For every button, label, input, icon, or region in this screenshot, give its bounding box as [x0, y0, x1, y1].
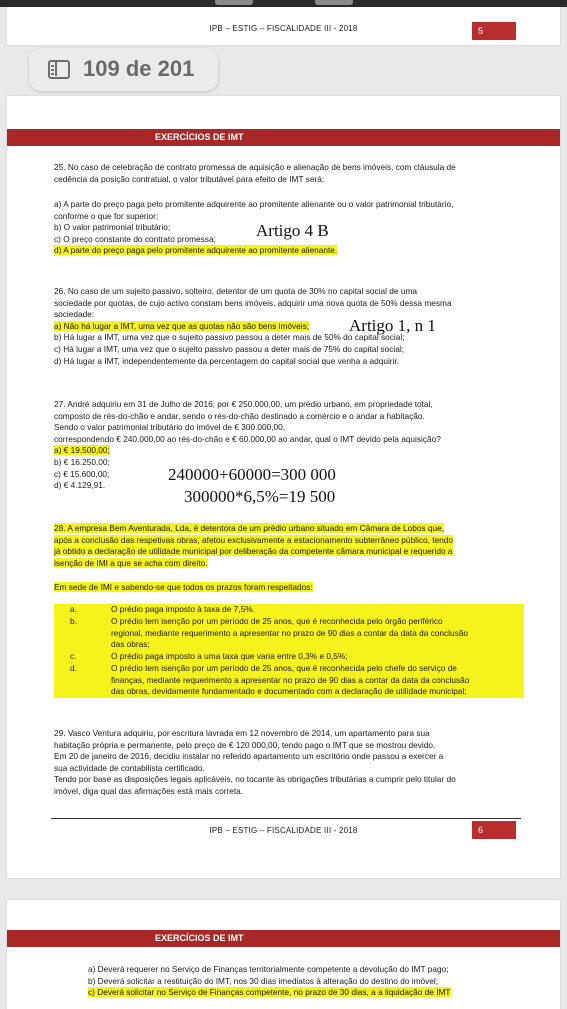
- page-footer-text: IPB – ESTIG – FISCALIDADE III - 2018: [209, 826, 358, 835]
- question-line: correspondendo € 240.000,00 ao rés-do-chão e € 60.000,00 ao andar, qual o IMT devido pela aquisição?: [54, 433, 441, 444]
- option-label: d.: [70, 663, 77, 673]
- page-5: [7, 7, 560, 45]
- question-line: 29. Vasco Ventura adquiriu, por escritura lavrada em 12 novembro de 2014, um apartamento para sua: [54, 728, 430, 738]
- option-text: O prédio paga imposto a uma taxa que varia entre 0,3% e 0,5%;: [111, 651, 348, 661]
- question-25: [54, 162, 516, 185]
- top-bar-notch-right: [315, 0, 353, 5]
- option-text: O prédio tem isenção por um período de 25 anos, que é reconhecida pelo chefe do serviço de: [111, 663, 457, 673]
- option-b: b) O valor patrimonial tributário;: [54, 222, 171, 233]
- option-a: a) Deverá requerer no Serviço de Finanças territorialmente competente a devolução do IMT pago;: [88, 964, 449, 974]
- question-line: sociedade:: [54, 309, 95, 320]
- question-line: composto de rés-do-chão e andar, sendo o rés-do-chão destinado a comércio e o andar a habitação.: [54, 410, 425, 421]
- handwritten-note-26: Artigo 1, n 1: [349, 316, 436, 335]
- option-d-highlighted: [54, 663, 524, 698]
- question-line: Em 20 de janeiro de 2016, decidiu instalar no referido apartamento um escritório onde passou a exercer a: [54, 751, 444, 762]
- question-28-prompt: [54, 582, 516, 594]
- question-line: Tendo por base as disposições legais aplicáveis, no tocante às obrigações tributárias a cumprir pelo titular do: [54, 774, 456, 785]
- footer-rule: [51, 818, 521, 819]
- page-number: 5: [472, 22, 516, 40]
- section-banner: [7, 930, 560, 947]
- question-line: 28. A empresa Bem Aventurada, Lda, é detentora de um prédio urbano situado em Câmara de Lobos que,: [54, 523, 445, 533]
- page-footer-text: IPB – ESTIG – FISCALIDADE III - 2018: [209, 24, 358, 33]
- question-line: Sendo o valor patrimonial tributário do imóvel de € 300.000,00,: [54, 422, 286, 433]
- option-a: a) A parte do preço paga pelo promitente adquirente ao promitente alienante ou o valor patrimonial tributário,: [54, 199, 454, 209]
- option-c: c) € 15.600,00;: [54, 468, 110, 479]
- page-number: 6: [472, 821, 516, 839]
- question-28: [54, 523, 516, 569]
- question-line: já obtido a declaração de utilidade municipal por deliberação da competente câmara municipal e requerido a: [54, 546, 453, 557]
- question-line: sua actividade de contabilista certificado.: [54, 762, 205, 773]
- handwritten-calc-2: 300000*6,5%=19 500: [184, 487, 336, 506]
- option-text: finanças, mediante requerimento a apresentar no prazo de 90 dias a contar da data da conclusão: [111, 674, 470, 685]
- sidebar-icon: [48, 60, 70, 79]
- question-line: habitação própria e permanente, pelo preço de € 120 000,00, tendo pago o IMT que se mostrou devido.: [54, 739, 436, 750]
- page-counter[interactable]: [29, 48, 218, 91]
- option-text: regional, mediante requerimento a apresentar no prazo de 90 dias a contar da data da conclusão: [111, 627, 469, 638]
- option-label: b.: [70, 616, 77, 626]
- option-a-highlighted: a) € 19.500,00;: [54, 445, 110, 456]
- question-line: sociedade por quotas, de cujo activo constam bens imóveis, adquirir uma nova quota de 50% dessa mesma: [54, 297, 452, 308]
- option-c-highlighted: [54, 651, 524, 663]
- option-b: b) Há lugar a IMT, uma vez que o sujeito passivo passou a deter mais de 50% do capital social;: [54, 332, 405, 343]
- option-text: O prédio tem isenção por um período de 25 anos, que é reconhecida pelo órgão periférico: [111, 616, 443, 626]
- question-26: [54, 286, 516, 367]
- option-d: d) € 4.129,91.: [54, 480, 106, 491]
- option-c-highlighted: c) Deverá solicitar no Serviço de Finanças competente, no prazo de 30 dias, a a liquidação de IMT: [88, 987, 451, 998]
- option-d-highlighted: d) A parte do preço paga pelo promitente adquirente ao promitente alienante.: [54, 245, 338, 256]
- section-title: EXERCÍCIOS DE IMT: [155, 132, 244, 142]
- top-bar: [0, 0, 567, 7]
- question-line: isenção de IMI a que se acha com direito.: [54, 557, 208, 568]
- option-label: c.: [70, 651, 77, 661]
- option-b-highlighted: [54, 616, 524, 651]
- question-line: 25. No caso de celebração de contrato promessa de aquisição e alienação de bens imóveis, com cláusula de: [54, 162, 456, 172]
- option-text: das obras, devidamente fundamentado e documentado com a declaração de utilidade municipal;: [111, 686, 467, 697]
- option-d: d) Há lugar a IMT, independentemente da percentagem do capital social que venha a adquirir.: [54, 355, 400, 366]
- option-c: c) Há lugar a IMT, uma vez que o sujeito passivo passou a deter mais de 75% do capital social;: [54, 343, 405, 354]
- handwritten-calc-1: 240000+60000=300 000: [168, 465, 336, 484]
- question-29: [54, 728, 516, 798]
- section-banner: [7, 129, 560, 146]
- option-label: a.: [70, 604, 77, 614]
- page-6: [7, 96, 560, 878]
- top-bar-notch-left: [215, 0, 253, 5]
- page-7: [7, 900, 560, 1009]
- question-line: após a conclusão das respetivas obras, afetou exclusivamente a estacionamento subterrâneo público, tendo: [54, 534, 453, 545]
- question-29-options: [88, 964, 550, 999]
- option-b: b) Deverá solicitar a restituição do IMT, nos 30 dias imediatos à alteração do destino do imóvel;: [88, 975, 439, 986]
- question-line: 26. No caso de um sujeito passivo, solteiro, detentor de um quota de 30% no capital social de uma: [54, 286, 417, 296]
- option-text: das obras;: [111, 639, 150, 650]
- option-b: b) € 16.250,00;: [54, 456, 110, 467]
- option-c: c) O preço constante do contrato promessa;: [54, 233, 216, 244]
- option-a-highlighted: a) Não há lugar a IMT, uma vez que as quotas não são bens imóveis;: [54, 320, 310, 331]
- section-title: EXERCÍCIOS DE IMT: [155, 933, 244, 943]
- question-line: 27. André adquiriu em 31 de Julho de 2016, por € 250.000,00, um prédio urbano, em propriedade total,: [54, 399, 433, 409]
- question-line: cedência da posição contratual, o valor tributável para efeito de IMT será:: [54, 173, 325, 184]
- handwritten-note-25: Artigo 4 B: [256, 221, 329, 240]
- question-line: imóvel, diga qual das afirmações está mais correta.: [54, 785, 244, 796]
- option-text: O prédio paga imposto à taxa de 7,5%.: [111, 604, 255, 614]
- option-a-cont: conforme o que for superior;: [54, 210, 159, 221]
- page-counter-label: 109 de 201: [83, 56, 195, 81]
- option-a-highlighted: [54, 604, 524, 616]
- prompt-text: Em sede de IMI e sabendo-se que todos os prazos foram respeitados:: [54, 582, 313, 592]
